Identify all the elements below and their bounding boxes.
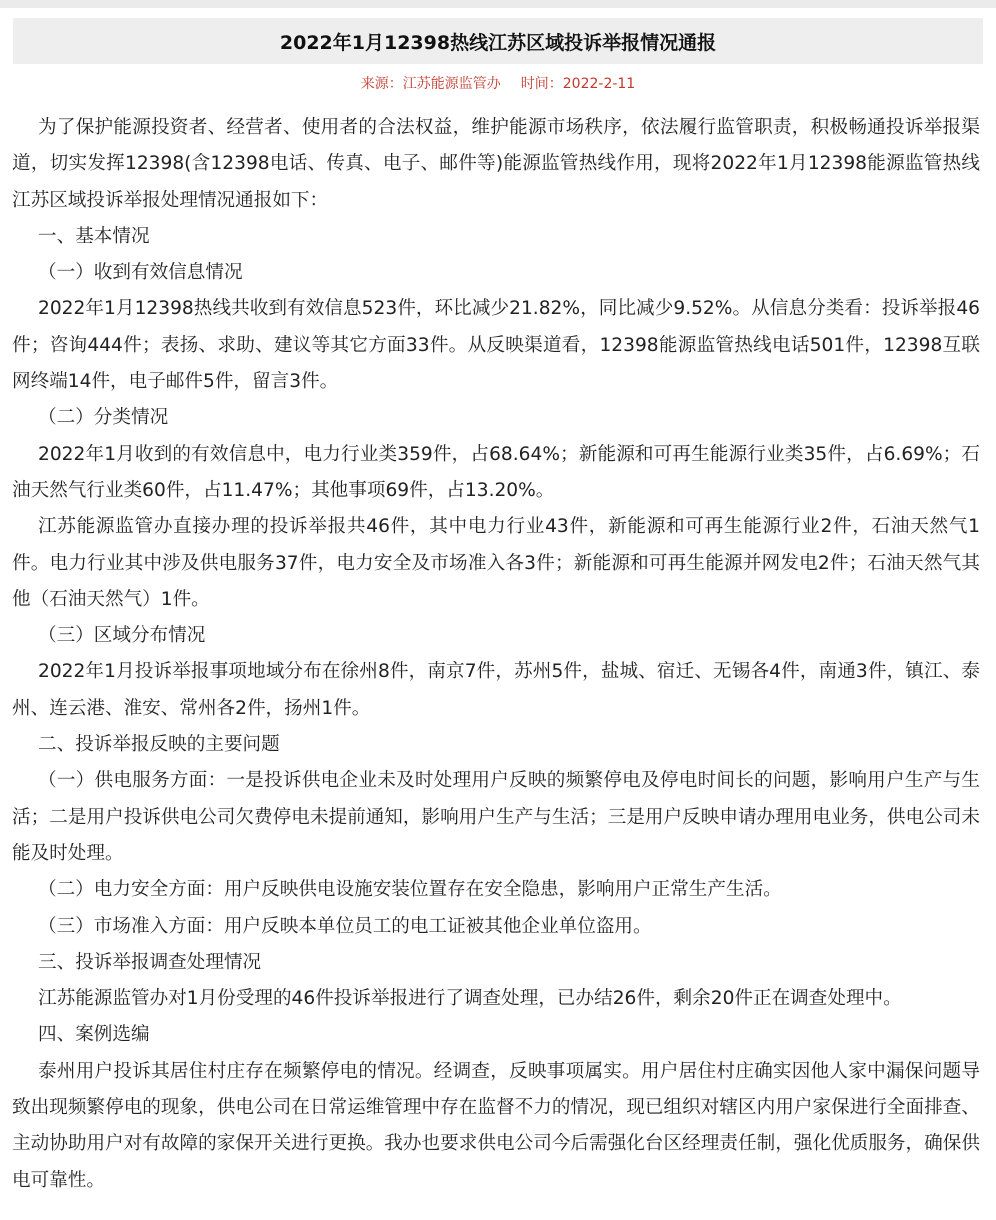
- paragraph-intro: 为了保护能源投资者、经营者、使用者的合法权益，维护能源市场秩序，依法履行监管职责，积极畅通投诉举报渠道，切实发挥12398(含12398电话、传真、电子、邮件等)能源监管热线作用，现将2022年1月12398能源监管热线江苏区域投诉举报处理情况通报如下：: [12, 117, 980, 211]
- paragraph-power-safety: （二）电力安全方面：用户反映供电设施安装位置存在安全隐患，影响用户正常生产生活。: [38, 879, 782, 901]
- paragraph-case-study: 泰州用户投诉其居住村庄存在频繁停电的情况。经调查，反映事项属实。用户居住村庄确实因他人家中漏保问题导致出现频繁停电的现象，供电公司在日常运维管理中存在监督不力的情况，现已组织对辖区内用户家保进行全面排查、主动协助用户对有故障的家保开关进行更换。我办也要求供电公司今后需强化台区经理责任制，强化优质服务，确保供电可靠性。: [12, 1060, 980, 1191]
- paragraph-power-service: （一）供电服务方面：一是投诉供电企业未及时处理用户反映的频繁停电及停电时间长的问题，影响用户生产与生活；二是用户投诉供电公司欠费停电未提前通知，影响用户生产与生活；三是用户反映申请办理用电业务，供电公司未能及时处理。: [12, 770, 980, 864]
- paragraph-classification: 2022年1月收到的有效信息中，电力行业类359件，占68.64%；新能源和可再生能源行业类35件，占6.69%；石油天然气行业类60件，占11.47%；其他事项69件，占13.20%。: [12, 443, 980, 501]
- paragraph-market-access: （三）市场准入方面：用户反映本单位员工的电工证被其他企业单位盗用。: [38, 915, 652, 937]
- heading-main-issues: 二、投诉举报反映的主要问题: [38, 734, 280, 756]
- heading-basic-situation: 一、基本情况: [38, 225, 150, 247]
- paragraph-region: 2022年1月投诉举报事项地域分布在徐州8件，南京7件，苏州5件，盐城、宿迁、无锡各4件，南通3件，镇江、泰州、连云港、淮安、常州各2件，扬州1件。: [12, 661, 980, 719]
- top-divider: [0, 0, 996, 8]
- article-meta: [0, 74, 996, 94]
- subheading-classification: （二）分类情况: [38, 407, 169, 429]
- heading-investigation: 三、投诉举报调查处理情况: [38, 951, 262, 973]
- paragraph-investigation: 江苏能源监管办对1月份受理的46件投诉举报进行了调查处理，已办结26件，剩余20件正在调查处理中。: [38, 988, 902, 1010]
- subheading-valid-info: （一）收到有效信息情况: [38, 262, 243, 284]
- article-source: 来源：江苏能源监管办: [360, 76, 501, 92]
- paragraph-direct-handling: 江苏能源监管办直接办理的投诉举报共46件，其中电力行业43件，新能源和可再生能源行业2件，石油天然气1件。电力行业其中涉及供电服务37件，电力安全及市场准入各3件；新能源和可再生能源并网发电2件；石油天然气其他（石油天然气）1件。: [12, 516, 980, 610]
- article-body: [12, 110, 980, 1199]
- paragraph-valid-info: 2022年1月12398热线共收到有效信息523件，环比减少21.82%，同比减少9.52%。从信息分类看：投诉举报46件；咨询444件；表扬、求助、建议等其它方面33件。从反映渠道看，12398能源监管热线电话501件，12398互联网终端14件，电子邮件5件，留言3件。: [12, 298, 980, 393]
- article-time: 时间：2022-2-11: [520, 76, 636, 92]
- heading-case-study: 四、案例选编: [38, 1024, 150, 1046]
- subheading-region: （三）区域分布情况: [38, 625, 206, 647]
- title-bar: [13, 18, 983, 64]
- article-title: 2022年1月12398热线江苏区域投诉举报情况通报: [279, 31, 717, 54]
